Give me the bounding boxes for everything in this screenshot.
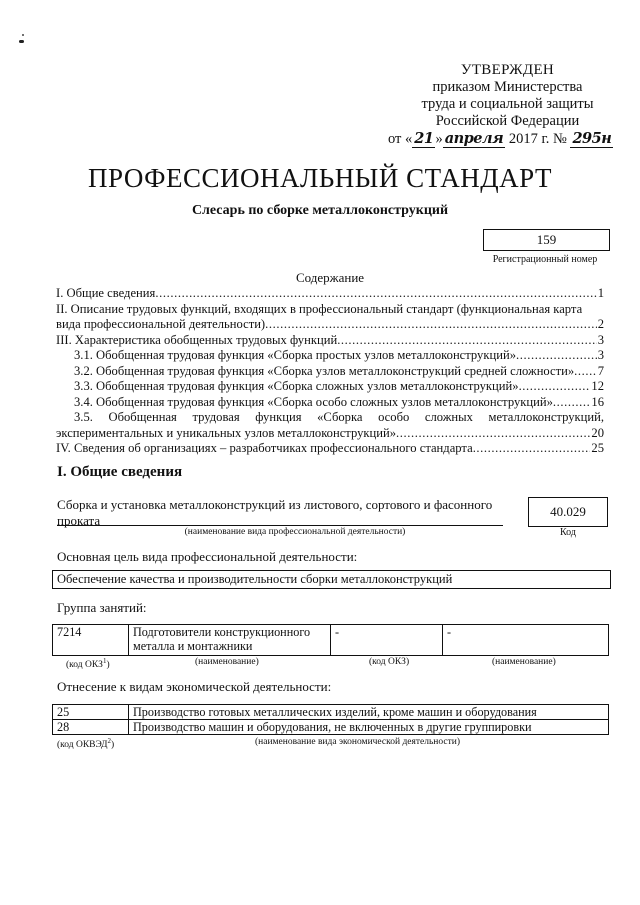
order-number: 295н [572,130,612,147]
groups-caption-name: (наименование) [195,657,259,667]
toc-entry[interactable] [56,348,604,364]
purpose-box: Обеспечение качества и производительности сборки металлоконструкций [52,570,611,589]
toc-entry-cont[interactable] [56,426,604,442]
toc-entry[interactable] [56,286,604,302]
approval-line: труда и социальной защиты [421,96,594,112]
toc-entry-page: 3 [597,332,604,347]
toc-entry-text: вида профессиональной деятельности) [56,317,266,331]
toc-entry-page: 12 [591,379,604,393]
toc-entry-page: 2 [597,317,604,331]
date-year: 2017 г. № [508,131,567,147]
okved-name-cell: Производство машин и оборудования, не включенных в другие группировки [129,720,609,735]
activity-code-caption: Код [560,527,576,538]
toc-entry-text: I. Общие сведения [56,286,156,300]
toc-entry-page: 1 [597,286,604,300]
registration-number-box: 159 [483,229,610,251]
econ-caption-code: (код ОКВЭД$^2$) [57,737,115,751]
activity-kind-underline [57,525,503,526]
toc-entry-text: 3.5. Обобщенная трудовая функция «Сборка особо сложных металлоконструкций, [74,410,604,424]
groups-caption-okz: (код ОКЗ$^1$) [66,657,110,671]
table-row [53,625,609,656]
scan-speck [19,40,24,43]
date-day: 21 [414,130,434,147]
groups-label: Группа занятий: [57,600,147,615]
okz-code-cell: - [331,625,443,656]
econ-activity-table [52,704,609,735]
okved-code-cell: 25 [53,705,129,720]
toc-entry-text: 3.3. Обобщенная трудовая функция «Сборка сложных узлов металлоконструкций» [74,379,519,393]
toc-entry-page: 16 [591,394,604,409]
toc-entry-text: IV. Сведения об организациях – разработчиках профессионального стандарта [56,441,473,455]
registration-caption: Регистрационный номер [492,254,598,265]
toc-entry-text: III. Характеристика обобщенных трудовых функций [56,332,338,347]
toc-entry-page: 7 [597,363,604,378]
toc-entry[interactable] [56,395,604,411]
table-row [53,720,609,735]
scan-speck [22,34,24,36]
occupation-groups-table [52,624,609,656]
document-title: ПРОФЕССИОНАЛЬНЫЙ СТАНДАРТ [87,163,553,193]
toc-entry[interactable] [56,302,604,318]
date-month: апреля [444,130,504,147]
purpose-label: Основная цель вида профессиональной деятельности: [57,549,358,564]
groups-caption-name2: (наименование) [492,657,556,667]
approval-date-line [388,130,625,148]
approval-title: УТВЕРЖДЕН [460,62,555,78]
toc-heading: Содержание [295,270,365,285]
econ-caption-name: (наименование вида экономической деятельности) [255,737,460,747]
toc-entry-text: экспериментальных и уникальных узлов металлоконструкций» [56,425,397,440]
toc-entry[interactable] [56,379,604,395]
groups-caption-okz2: (код ОКЗ) [369,657,410,667]
toc-entry-text: II. Описание трудовых функций, входящих в профессиональный стандарт (функциональная карта [56,301,583,316]
activity-code-box: 40.029 [528,497,608,527]
toc-entry-text: 3.1. Обобщенная трудовая функция «Сборка простых узлов металлоконструкций» [74,348,516,362]
okz-code-cell: 7214 [53,625,129,656]
approval-line: Российской Федерации [435,113,580,129]
toc-entry[interactable] [56,333,604,349]
document-subtitle: Слесарь по сборке металлоконструкций [191,203,449,218]
okz-name-cell: Подготовители конструкционного металла и монтажники [129,625,331,656]
toc-entry-text: 3.4. Обобщенная трудовая функция «Сборка особо сложных узлов металлоконструкций» [74,394,553,409]
okz-name-cell: - [443,625,609,656]
table-row [53,705,609,720]
approval-block [390,62,625,148]
toc-entry-page: 20 [591,425,604,440]
toc-entry[interactable] [56,364,604,380]
table-of-contents [56,286,604,457]
date-prefix: от « [388,131,413,147]
activity-kind-name: Сборка и установка металлоконструкций из листового, сортового и фасонного проката [57,497,493,528]
section-heading: I. Общие сведения [57,464,183,480]
toc-entry[interactable] [56,441,604,457]
okved-name-cell: Производство готовых металлических изделий, кроме машин и оборудования [129,705,609,720]
date-mid: » [435,131,443,147]
toc-entry[interactable] [56,410,604,426]
toc-entry-page: 25 [591,441,604,455]
approval-line: приказом Министерства [432,79,583,95]
toc-entry-cont[interactable] [56,317,604,333]
okved-code-cell: 28 [53,720,129,735]
econ-activity-label: Отнесение к видам экономической деятельности: [57,679,332,694]
toc-entry-page: 3 [597,348,604,362]
toc-entry-text: 3.2. Обобщенная трудовая функция «Сборка узлов металлоконструкций средней сложности» [74,363,575,378]
activity-kind-caption: (наименование вида профессиональной деятельности) [184,527,406,537]
